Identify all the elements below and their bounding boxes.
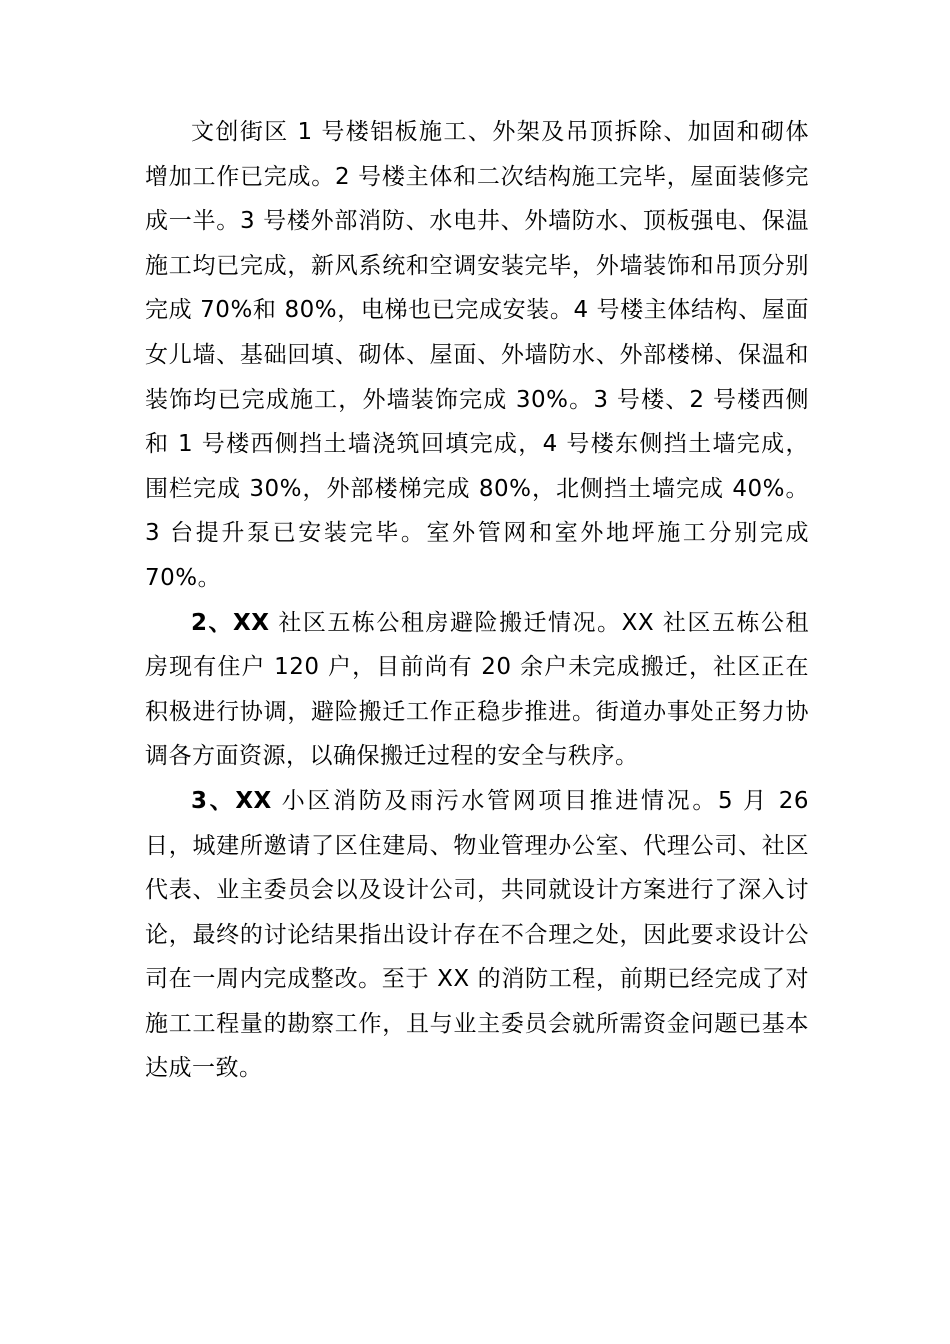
paragraph-fire-drainage xyxy=(145,779,809,1091)
section-heading: 2、XX xyxy=(191,609,270,636)
section-heading: 3、XX xyxy=(191,787,272,814)
document-body xyxy=(145,110,809,1091)
paragraph-text: 社区五栋公租房避险搬迁情况。XX 社区五栋公租房现有住户 120 户，目前尚有 20 余户未完成搬迁，社区正在积极进行协调，避险搬迁工作正稳步推进。街道办事处正努力协调各方面资源，以确保搬迁过程的安全与秩序。 xyxy=(145,609,809,770)
paragraph-text: 文创街区 1 号楼铝板施工、外架及吊顶拆除、加固和砌体增加工作已完成。2 号楼主体和二次结构施工完毕，屋面装修完成一半。3 号楼外部消防、水电井、外墙防水、顶板强电、保温施工均已完成，新风系统和空调安装完毕，外墙装饰和吊顶分别完成 70%和 80%，电梯也已完成安装。4 号楼主体结构、屋面女儿墙、基础回填、砌体、屋面、外墙防水、外部楼梯、保温和装饰均已完成施工，外墙装饰完成 30%。3 号楼、2 号楼西侧和 1 号楼西侧挡土墙浇筑回填完成，4 号楼东侧挡土墙完成，围栏完成 30%，外部楼梯完成 80%，北侧挡土墙完成 40%。3 台提升泵已安装完毕。室外管网和室外地坪施工分别完成 70%。 xyxy=(145,119,809,591)
paragraph-wenchuang-progress xyxy=(145,110,809,601)
paragraph-relocation xyxy=(145,601,809,779)
paragraph-text: 小区消防及雨污水管网项目推进情况。5 月 26 日，城建所邀请了区住建局、物业管理办公室、代理公司、社区代表、业主委员会以及设计公司，共同就设计方案进行了深入讨论，最终的讨论结果指出设计存在不合理之处，因此要求设计公司在一周内完成整改。至于 XX 的消防工程，前期已经完成了对施工工程量的勘察工作，且与业主委员会就所需资金问题已基本达成一致。 xyxy=(145,787,809,1082)
